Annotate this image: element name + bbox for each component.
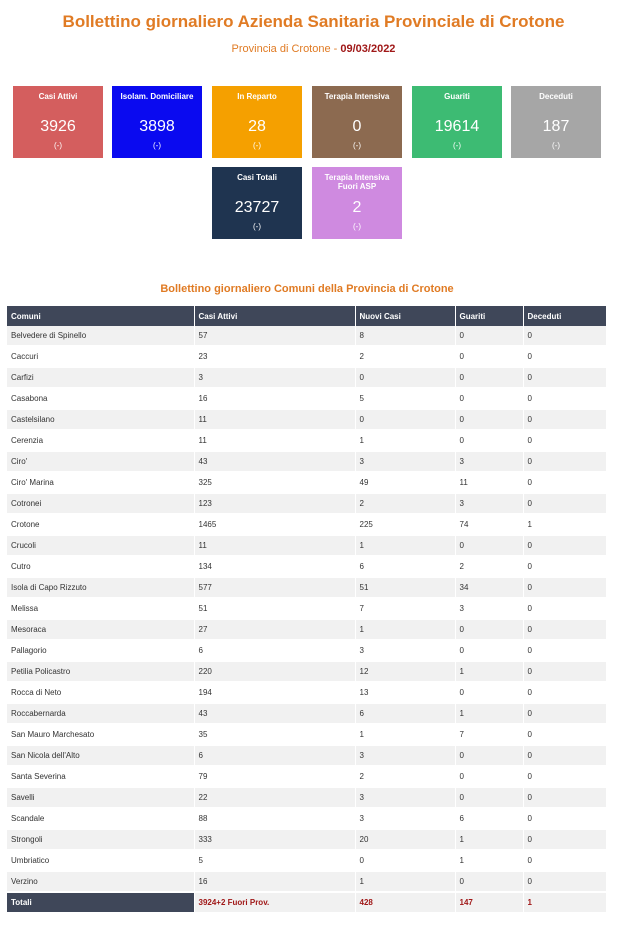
table-row xyxy=(7,703,606,724)
table-row xyxy=(7,577,606,598)
table-cell: 3 xyxy=(355,787,455,808)
table-cell: 43 xyxy=(194,703,355,724)
table-cell: 0 xyxy=(455,787,523,808)
card-terapia-intensiva-fuori-asp xyxy=(312,167,402,239)
table-cell: 3 xyxy=(455,493,523,514)
table-title: Bollettino giornaliero Comuni della Provincia di Crotone xyxy=(160,283,454,295)
table-cell: 134 xyxy=(194,556,355,577)
table-cell: 2 xyxy=(355,493,455,514)
card-value: 23727 xyxy=(234,199,280,216)
comune-name: Roccabernarda xyxy=(7,703,194,724)
table-cell: 2 xyxy=(455,556,523,577)
table-cell: 5 xyxy=(355,388,455,409)
table-cell: 0 xyxy=(523,724,606,745)
card-value: 187 xyxy=(542,118,570,135)
table-cell: 1 xyxy=(523,514,606,535)
table-row xyxy=(7,556,606,577)
table-row xyxy=(7,472,606,493)
table-row xyxy=(7,787,606,808)
table-row xyxy=(7,661,606,682)
table-cell: 27 xyxy=(194,619,355,640)
comune-name: Verzino xyxy=(7,871,194,892)
table-cell: 0 xyxy=(523,493,606,514)
table-cell: 1 xyxy=(455,850,523,871)
table-cell: 0 xyxy=(455,640,523,661)
table-cell: 3 xyxy=(355,745,455,766)
table-row xyxy=(7,388,606,409)
table-cell: 0 xyxy=(523,598,606,619)
table-cell: 0 xyxy=(523,745,606,766)
card-deceduti xyxy=(511,86,601,158)
card-label: Terapia Intensiva xyxy=(324,92,390,101)
table-cell: 51 xyxy=(355,577,455,598)
comune-name: Carfizi xyxy=(7,367,194,388)
table-cell: 49 xyxy=(355,472,455,493)
table-row xyxy=(7,514,606,535)
table-row xyxy=(7,640,606,661)
table-cell: 11 xyxy=(194,409,355,430)
table-cell: 333 xyxy=(194,829,355,850)
comune-name: Scandale xyxy=(7,808,194,829)
column-header: Deceduti xyxy=(523,306,606,326)
table-cell: 0 xyxy=(523,661,606,682)
comune-name: Savelli xyxy=(7,787,194,808)
table-cell: 74 xyxy=(455,514,523,535)
table-cell: 1 xyxy=(455,703,523,724)
table-row xyxy=(7,326,606,346)
table-cell: 5 xyxy=(194,850,355,871)
comune-name: Strongoli xyxy=(7,829,194,850)
table-cell: 0 xyxy=(523,346,606,367)
card-label: Guariti xyxy=(444,92,470,101)
table-cell: 1 xyxy=(355,724,455,745)
table-cell: 0 xyxy=(455,367,523,388)
comune-name: Crucoli xyxy=(7,535,194,556)
table-cell: 0 xyxy=(523,682,606,703)
table-cell: 0 xyxy=(455,388,523,409)
table-cell: 194 xyxy=(194,682,355,703)
table-cell: 79 xyxy=(194,766,355,787)
table-cell: 3 xyxy=(355,808,455,829)
table-cell: 0 xyxy=(355,850,455,871)
comune-name: Melissa xyxy=(7,598,194,619)
comune-name: Crotone xyxy=(7,514,194,535)
table-cell: 6 xyxy=(355,556,455,577)
table-cell: 0 xyxy=(523,640,606,661)
table-header-row xyxy=(7,306,606,326)
totals-cell: 3924+2 Fuori Prov. xyxy=(194,892,355,913)
card-casi-attivi xyxy=(13,86,103,158)
totals-row xyxy=(7,892,606,913)
table-cell: 3 xyxy=(455,451,523,472)
page-subtitle xyxy=(0,43,627,55)
table-cell: 16 xyxy=(194,388,355,409)
card-label: Casi Attivi xyxy=(38,92,78,101)
card-change: (-) xyxy=(353,222,361,231)
card-in-reparto xyxy=(212,86,302,158)
card-value: 28 xyxy=(248,118,266,135)
table-cell: 577 xyxy=(194,577,355,598)
table-cell: 0 xyxy=(523,535,606,556)
comune-name: Castelsilano xyxy=(7,409,194,430)
table-row xyxy=(7,346,606,367)
table-cell: 3 xyxy=(355,451,455,472)
table-cell: 0 xyxy=(523,430,606,451)
comune-name: Santa Severina xyxy=(7,766,194,787)
table-cell: 0 xyxy=(523,472,606,493)
card-change: (-) xyxy=(353,141,361,150)
table-row xyxy=(7,724,606,745)
table-cell: 0 xyxy=(455,535,523,556)
table-cell: 11 xyxy=(455,472,523,493)
comune-name: Caccuri xyxy=(7,346,194,367)
table-cell: 0 xyxy=(523,577,606,598)
table-cell: 0 xyxy=(523,367,606,388)
comune-name: San Mauro Marchesato xyxy=(7,724,194,745)
card-terapia-intensiva xyxy=(312,86,402,158)
table-cell: 6 xyxy=(455,808,523,829)
table-cell: 6 xyxy=(194,640,355,661)
table-cell: 1 xyxy=(455,829,523,850)
table-cell: 0 xyxy=(523,808,606,829)
table-row xyxy=(7,493,606,514)
table-cell: 123 xyxy=(194,493,355,514)
table-cell: 1 xyxy=(355,619,455,640)
table-cell: 0 xyxy=(523,829,606,850)
table-cell: 57 xyxy=(194,326,355,346)
table-row xyxy=(7,745,606,766)
table-cell: 34 xyxy=(455,577,523,598)
table-cell: 0 xyxy=(523,850,606,871)
table-cell: 8 xyxy=(355,326,455,346)
card-value: 19614 xyxy=(434,118,480,135)
comune-name: Rocca di Neto xyxy=(7,682,194,703)
table-cell: 11 xyxy=(194,535,355,556)
totals-label: Totali xyxy=(7,892,194,913)
comune-name: Petilia Policastro xyxy=(7,661,194,682)
column-header: Guariti xyxy=(455,306,523,326)
table-cell: 1465 xyxy=(194,514,355,535)
card-change: (-) xyxy=(453,141,461,150)
table-row xyxy=(7,829,606,850)
table-row xyxy=(7,850,606,871)
table-cell: 1 xyxy=(355,535,455,556)
column-header: Nuovi Casi xyxy=(355,306,455,326)
table-row xyxy=(7,871,606,892)
table-cell: 0 xyxy=(455,430,523,451)
comune-name: Pallagorio xyxy=(7,640,194,661)
table-cell: 0 xyxy=(523,556,606,577)
table-cell: 0 xyxy=(455,871,523,892)
table-row xyxy=(7,430,606,451)
comune-name: Mesoraca xyxy=(7,619,194,640)
table-cell: 0 xyxy=(523,787,606,808)
table-cell: 0 xyxy=(355,409,455,430)
table-cell: 2 xyxy=(355,346,455,367)
card-label: Casi Totali xyxy=(237,173,277,182)
table-cell: 1 xyxy=(355,430,455,451)
table-cell: 0 xyxy=(455,745,523,766)
card-value: 2 xyxy=(352,199,362,216)
table-cell: 225 xyxy=(355,514,455,535)
table-cell: 0 xyxy=(523,703,606,724)
table-row xyxy=(7,808,606,829)
table-cell: 20 xyxy=(355,829,455,850)
table-cell: 0 xyxy=(455,409,523,430)
table-cell: 7 xyxy=(355,598,455,619)
table-cell: 22 xyxy=(194,787,355,808)
comune-name: Ciro' xyxy=(7,451,194,472)
table-row xyxy=(7,766,606,787)
table-cell: 43 xyxy=(194,451,355,472)
table-cell: 88 xyxy=(194,808,355,829)
table-cell: 35 xyxy=(194,724,355,745)
table-cell: 1 xyxy=(355,871,455,892)
table-cell: 0 xyxy=(455,619,523,640)
table-cell: 0 xyxy=(523,871,606,892)
card-change: (-) xyxy=(153,141,161,150)
table-cell: 0 xyxy=(523,409,606,430)
comune-name: Belvedere di Spinello xyxy=(7,326,194,346)
page-title: Bollettino giornaliero Azienda Sanitaria Provinciale di Crotone xyxy=(62,12,565,31)
card-value: 3926 xyxy=(40,118,76,135)
table-cell: 3 xyxy=(194,367,355,388)
comune-name: Umbriatico xyxy=(7,850,194,871)
comune-name: Ciro' Marina xyxy=(7,472,194,493)
card-guariti xyxy=(412,86,502,158)
comuni-table xyxy=(7,306,607,914)
card-label: Deceduti xyxy=(539,92,573,101)
table-cell: 6 xyxy=(355,703,455,724)
card-isolamento-domiciliare xyxy=(112,86,202,158)
totals-cell: 147 xyxy=(455,892,523,913)
comune-name: Cotronei xyxy=(7,493,194,514)
table-cell: 16 xyxy=(194,871,355,892)
card-change: (-) xyxy=(253,222,261,231)
table-cell: 0 xyxy=(523,619,606,640)
table-cell: 0 xyxy=(523,326,606,346)
table-cell: 6 xyxy=(194,745,355,766)
card-label: Isolam. Domiciliare xyxy=(120,92,194,101)
comune-name: Casabona xyxy=(7,388,194,409)
totals-cell: 1 xyxy=(523,892,606,913)
table-cell: 0 xyxy=(355,367,455,388)
table-row xyxy=(7,619,606,640)
card-change: (-) xyxy=(552,141,560,150)
comune-name: San Nicola dell'Alto xyxy=(7,745,194,766)
table-cell: 1 xyxy=(455,661,523,682)
card-label: Terapia Intensiva Fuori ASP xyxy=(324,173,390,191)
table-row xyxy=(7,367,606,388)
table-cell: 0 xyxy=(455,766,523,787)
totals-cell: 428 xyxy=(355,892,455,913)
table-row xyxy=(7,535,606,556)
table-cell: 0 xyxy=(523,388,606,409)
table-cell: 13 xyxy=(355,682,455,703)
card-change: (-) xyxy=(54,141,62,150)
card-value: 0 xyxy=(352,118,362,135)
card-change: (-) xyxy=(253,141,261,150)
table-row xyxy=(7,682,606,703)
column-header: Comuni xyxy=(7,306,194,326)
table-cell: 325 xyxy=(194,472,355,493)
comune-name: Cutro xyxy=(7,556,194,577)
table-cell: 11 xyxy=(194,430,355,451)
comune-name: Isola di Capo Rizzuto xyxy=(7,577,194,598)
table-cell: 51 xyxy=(194,598,355,619)
table-cell: 0 xyxy=(455,326,523,346)
card-casi-totali xyxy=(212,167,302,239)
table-cell: 220 xyxy=(194,661,355,682)
table-cell: 0 xyxy=(523,451,606,472)
table-cell: 23 xyxy=(194,346,355,367)
table-row xyxy=(7,451,606,472)
table-cell: 7 xyxy=(455,724,523,745)
table-cell: 0 xyxy=(523,766,606,787)
table-cell: 3 xyxy=(455,598,523,619)
table-cell: 2 xyxy=(355,766,455,787)
subtitle-province: Provincia di Crotone - xyxy=(231,43,341,55)
card-value: 3898 xyxy=(139,118,175,135)
table-row xyxy=(7,409,606,430)
table-cell: 3 xyxy=(355,640,455,661)
comune-name: Cerenzia xyxy=(7,430,194,451)
table-row xyxy=(7,598,606,619)
column-header: Casi Attivi xyxy=(194,306,355,326)
table-cell: 12 xyxy=(355,661,455,682)
table-cell: 0 xyxy=(455,682,523,703)
bulletin-date: 09/03/2022 xyxy=(340,43,396,55)
table-cell: 0 xyxy=(455,346,523,367)
card-label: In Reparto xyxy=(237,92,277,101)
